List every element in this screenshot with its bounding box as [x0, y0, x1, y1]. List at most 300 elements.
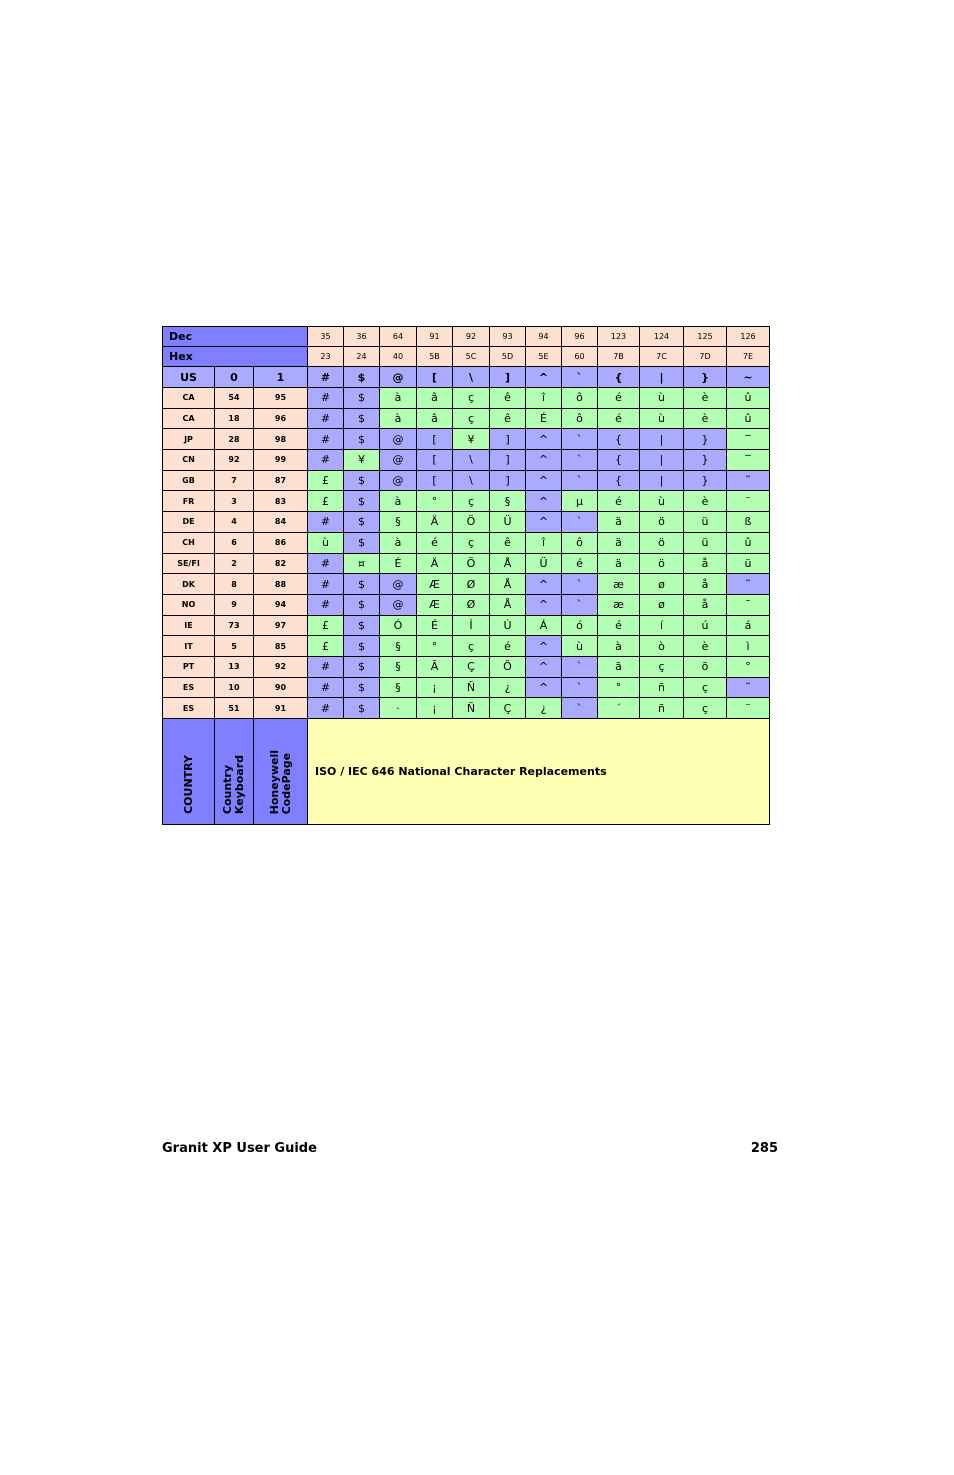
country-keyboard: 2 [215, 553, 254, 574]
table-row [163, 408, 770, 429]
character-cell: § [380, 512, 417, 533]
character-cell: $ [344, 615, 380, 636]
hex-value: 5B [417, 347, 453, 367]
character-cell: é [598, 408, 640, 429]
country-code: DE [163, 512, 215, 533]
character-cell: Ö [453, 512, 490, 533]
codepage: 92 [254, 656, 308, 677]
character-cell: ^ [526, 491, 562, 512]
character-cell: ` [562, 656, 598, 677]
character-cell: Ú [490, 615, 526, 636]
character-cell: ` [562, 429, 598, 450]
character-cell: ¡ [417, 698, 453, 719]
legend-codepage-text: Honeywell CodePage [267, 749, 293, 814]
character-cell: ê [490, 408, 526, 429]
character-cell: # [308, 553, 344, 574]
table-row [163, 594, 770, 615]
character-cell: | [640, 429, 684, 450]
character-cell: à [380, 532, 417, 553]
country-code: IE [163, 615, 215, 636]
country-keyboard: 3 [215, 491, 254, 512]
character-cell: ] [490, 429, 526, 450]
character-cell: # [308, 512, 344, 533]
dec-row [163, 327, 770, 347]
character-cell: è [684, 491, 727, 512]
dec-value: 91 [417, 327, 453, 347]
character-cell: @ [380, 470, 417, 491]
character-cell: ^ [526, 470, 562, 491]
dec-value: 96 [562, 327, 598, 347]
codepage: 87 [254, 470, 308, 491]
legend-description: ISO / IEC 646 National Character Replacements [308, 719, 770, 825]
dec-value: 64 [380, 327, 417, 347]
character-cell: $ [344, 367, 380, 388]
character-cell: î [526, 388, 562, 409]
character-cell: â [417, 408, 453, 429]
country-code: PT [163, 656, 215, 677]
character-cell: } [684, 470, 727, 491]
character-cell: ù [640, 408, 684, 429]
character-cell: # [308, 367, 344, 388]
character-cell: ö [640, 532, 684, 553]
character-cell: Ø [453, 574, 490, 595]
character-cell: í [640, 615, 684, 636]
character-cell: ¥ [344, 450, 380, 471]
character-cell: Å [490, 594, 526, 615]
character-cell: $ [344, 532, 380, 553]
character-cell: ç [453, 532, 490, 553]
character-cell: # [308, 408, 344, 429]
character-cell: ô [562, 532, 598, 553]
character-cell: ° [727, 656, 770, 677]
table-row [163, 698, 770, 719]
character-cell: Æ [417, 594, 453, 615]
hex-label: Hex [163, 347, 308, 367]
dec-value: 125 [684, 327, 727, 347]
character-cell: $ [344, 656, 380, 677]
character-cell: ` [562, 677, 598, 698]
character-cell: § [380, 636, 417, 657]
character-cell: Ñ [453, 698, 490, 719]
character-cell: ä [598, 553, 640, 574]
character-cell: ‾ [727, 429, 770, 450]
character-cell: ^ [526, 512, 562, 533]
character-cell: à [380, 491, 417, 512]
legend-keyboard-text: Country Keyboard [221, 754, 246, 814]
character-cell: Ü [526, 553, 562, 574]
character-cell: § [380, 677, 417, 698]
character-cell: Ø [453, 594, 490, 615]
table-row [163, 574, 770, 595]
character-cell: @ [380, 574, 417, 595]
hex-row [163, 347, 770, 367]
character-cell: ç [453, 388, 490, 409]
character-cell: | [640, 470, 684, 491]
codepage: 90 [254, 677, 308, 698]
character-cell: Ã [417, 656, 453, 677]
character-cell: ü [684, 512, 727, 533]
character-cell: ü [727, 553, 770, 574]
character-cell: Á [526, 615, 562, 636]
character-cell: ù [640, 388, 684, 409]
character-cell: # [308, 698, 344, 719]
character-cell: ú [684, 615, 727, 636]
character-cell: û [727, 388, 770, 409]
character-cell: ä [598, 532, 640, 553]
character-cell: ` [562, 698, 598, 719]
table-row [163, 615, 770, 636]
character-cell: } [684, 429, 727, 450]
national-character-table [162, 326, 770, 825]
country-code: DK [163, 574, 215, 595]
character-cell: # [308, 388, 344, 409]
hex-value: 60 [562, 347, 598, 367]
character-cell: ù [308, 532, 344, 553]
character-cell: $ [344, 594, 380, 615]
codepage: 99 [254, 450, 308, 471]
character-cell: à [380, 408, 417, 429]
character-cell: ] [490, 367, 526, 388]
table-row [163, 491, 770, 512]
character-cell: Ñ [453, 677, 490, 698]
country-keyboard: 4 [215, 512, 254, 533]
character-cell: à [598, 636, 640, 657]
hex-value: 7E [727, 347, 770, 367]
codepage: 83 [254, 491, 308, 512]
character-cell: Ü [490, 512, 526, 533]
character-cell: ¿ [526, 698, 562, 719]
character-cell: $ [344, 636, 380, 657]
character-cell: ¡ [417, 677, 453, 698]
country-keyboard: 9 [215, 594, 254, 615]
hex-value: 7B [598, 347, 640, 367]
character-cell: ô [562, 408, 598, 429]
table-row [163, 656, 770, 677]
character-cell: $ [344, 677, 380, 698]
character-cell: ` [562, 512, 598, 533]
footer-title: Granit XP User Guide [162, 1141, 317, 1156]
legend-country [163, 719, 215, 825]
character-cell: # [308, 656, 344, 677]
character-cell: ` [562, 367, 598, 388]
country-code: NO [163, 594, 215, 615]
character-cell: Æ [417, 574, 453, 595]
character-cell: Ç [453, 656, 490, 677]
codepage: 82 [254, 553, 308, 574]
country-code: FR [163, 491, 215, 512]
character-cell: ] [490, 470, 526, 491]
country-keyboard: 13 [215, 656, 254, 677]
character-cell: ` [562, 594, 598, 615]
table-row [163, 636, 770, 657]
character-cell: é [490, 636, 526, 657]
country-keyboard: 6 [215, 532, 254, 553]
character-cell: û [727, 408, 770, 429]
character-cell: £ [308, 615, 344, 636]
character-cell: ê [490, 532, 526, 553]
country-code: IT [163, 636, 215, 657]
hex-value: 5C [453, 347, 490, 367]
character-cell: Å [490, 553, 526, 574]
footer-page-number: 285 [750, 1141, 778, 1156]
character-cell: { [598, 429, 640, 450]
character-cell: ö [640, 512, 684, 533]
character-cell: Í [453, 615, 490, 636]
character-cell: ì [727, 636, 770, 657]
codepage: 88 [254, 574, 308, 595]
character-cell: É [417, 615, 453, 636]
character-cell: ø [640, 594, 684, 615]
character-cell: ˜ [727, 470, 770, 491]
character-cell: ^ [526, 594, 562, 615]
character-cell: [ [417, 450, 453, 471]
codepage: 85 [254, 636, 308, 657]
hex-value: 7C [640, 347, 684, 367]
dec-label: Dec [163, 327, 308, 347]
hex-value: 5D [490, 347, 526, 367]
character-cell: ¥ [453, 429, 490, 450]
country-code: ES [163, 677, 215, 698]
legend-codepage [254, 719, 308, 825]
character-cell: ß [727, 512, 770, 533]
table-row-us [163, 367, 770, 388]
dec-value: 94 [526, 327, 562, 347]
country-keyboard: 5 [215, 636, 254, 657]
character-cell: [ [417, 470, 453, 491]
character-cell: [ [417, 429, 453, 450]
character-cell: é [417, 532, 453, 553]
character-cell: é [598, 388, 640, 409]
character-cell: Ä [417, 512, 453, 533]
character-cell: # [308, 594, 344, 615]
codepage: 98 [254, 429, 308, 450]
character-cell: $ [344, 470, 380, 491]
table-row [163, 388, 770, 409]
country-code: JP [163, 429, 215, 450]
character-cell: ¨ [727, 698, 770, 719]
character-cell: å [684, 553, 727, 574]
character-cell: é [562, 553, 598, 574]
character-cell: è [684, 408, 727, 429]
character-cell: ç [684, 677, 727, 698]
character-cell: \ [453, 470, 490, 491]
dec-value: 126 [727, 327, 770, 347]
character-cell: ´ [598, 698, 640, 719]
character-cell: } [684, 450, 727, 471]
character-cell: ‾ [727, 450, 770, 471]
character-cell: | [640, 450, 684, 471]
character-cell: $ [344, 512, 380, 533]
character-cell: ø [640, 574, 684, 595]
character-cell: @ [380, 429, 417, 450]
character-cell: Ó [380, 615, 417, 636]
character-cell: é [598, 615, 640, 636]
character-cell: { [598, 367, 640, 388]
character-cell: û [727, 532, 770, 553]
country-keyboard: 54 [215, 388, 254, 409]
legend-country-text: COUNTRY [181, 755, 195, 814]
character-cell: ç [640, 656, 684, 677]
character-cell: £ [308, 470, 344, 491]
character-cell: ˜ [727, 574, 770, 595]
legend-keyboard [215, 719, 254, 825]
character-cell: õ [684, 656, 727, 677]
dec-value: 92 [453, 327, 490, 347]
character-cell: # [308, 574, 344, 595]
character-cell: ñ [640, 677, 684, 698]
character-cell: è [684, 388, 727, 409]
hex-value: 24 [344, 347, 380, 367]
character-cell: ^ [526, 367, 562, 388]
hex-value: 23 [308, 347, 344, 367]
table-row [163, 429, 770, 450]
hex-value: 7D [684, 347, 727, 367]
codepage: 97 [254, 615, 308, 636]
character-cell: ° [417, 491, 453, 512]
codepage: 86 [254, 532, 308, 553]
character-cell: ` [562, 450, 598, 471]
character-cell: # [308, 677, 344, 698]
character-cell: à [380, 388, 417, 409]
character-cell: ç [453, 636, 490, 657]
country-keyboard: 51 [215, 698, 254, 719]
character-cell: ¿ [490, 677, 526, 698]
country-code: GB [163, 470, 215, 491]
table-row [163, 532, 770, 553]
country-keyboard: 18 [215, 408, 254, 429]
character-cell: É [526, 408, 562, 429]
country-keyboard: 73 [215, 615, 254, 636]
character-cell: $ [344, 491, 380, 512]
codepage: 91 [254, 698, 308, 719]
character-cell: § [490, 491, 526, 512]
character-cell: \ [453, 450, 490, 471]
country-code: US [163, 367, 215, 388]
character-cell: ^ [526, 636, 562, 657]
character-cell: ¨ [727, 491, 770, 512]
character-cell: £ [308, 636, 344, 657]
character-cell: [ [417, 367, 453, 388]
character-cell: é [598, 491, 640, 512]
character-cell: { [598, 470, 640, 491]
character-cell: ô [562, 388, 598, 409]
character-cell: ^ [526, 450, 562, 471]
character-cell: @ [380, 367, 417, 388]
character-cell: $ [344, 388, 380, 409]
character-cell: # [308, 450, 344, 471]
table-row [163, 470, 770, 491]
codepage: 95 [254, 388, 308, 409]
country-keyboard: 28 [215, 429, 254, 450]
character-cell: ù [562, 636, 598, 657]
character-cell: { [598, 450, 640, 471]
country-code: CH [163, 532, 215, 553]
table-row [163, 450, 770, 471]
character-cell: Õ [490, 656, 526, 677]
character-cell: ^ [526, 656, 562, 677]
character-cell: Å [490, 574, 526, 595]
character-cell: ç [453, 408, 490, 429]
character-cell: ~ [727, 367, 770, 388]
hex-value: 5E [526, 347, 562, 367]
character-cell: Ä [417, 553, 453, 574]
character-cell: ] [490, 450, 526, 471]
character-cell: ó [562, 615, 598, 636]
character-cell: ò [640, 636, 684, 657]
character-cell: ã [598, 656, 640, 677]
character-cell: ¤ [344, 553, 380, 574]
character-cell: æ [598, 574, 640, 595]
character-cell: É [380, 553, 417, 574]
country-keyboard: 92 [215, 450, 254, 471]
character-cell: î [526, 532, 562, 553]
codepage: 96 [254, 408, 308, 429]
country-keyboard: 8 [215, 574, 254, 595]
character-cell: Ç [490, 698, 526, 719]
character-cell: ` [562, 470, 598, 491]
character-cell: ñ [640, 698, 684, 719]
dec-value: 35 [308, 327, 344, 347]
dec-value: 124 [640, 327, 684, 347]
character-cell: ¯ [727, 594, 770, 615]
character-cell: @ [380, 450, 417, 471]
table-row [163, 553, 770, 574]
table-row [163, 677, 770, 698]
table-row [163, 512, 770, 533]
character-cell: á [727, 615, 770, 636]
country-keyboard: 7 [215, 470, 254, 491]
character-cell: µ [562, 491, 598, 512]
character-cell: ê [490, 388, 526, 409]
character-cell: $ [344, 408, 380, 429]
codepage: 1 [254, 367, 308, 388]
character-cell: å [684, 574, 727, 595]
character-cell: Ö [453, 553, 490, 574]
character-cell: â [417, 388, 453, 409]
character-cell: } [684, 367, 727, 388]
character-cell: ü [684, 532, 727, 553]
character-cell: è [684, 636, 727, 657]
dec-value: 123 [598, 327, 640, 347]
character-cell: @ [380, 594, 417, 615]
country-code: CN [163, 450, 215, 471]
character-cell: § [380, 656, 417, 677]
character-cell: ° [598, 677, 640, 698]
character-cell: ^ [526, 574, 562, 595]
country-code: ES [163, 698, 215, 719]
character-cell: ˜ [727, 677, 770, 698]
character-cell: · [380, 698, 417, 719]
dec-value: 36 [344, 327, 380, 347]
country-code: CA [163, 408, 215, 429]
character-cell: ä [598, 512, 640, 533]
country-code: CA [163, 388, 215, 409]
country-keyboard: 10 [215, 677, 254, 698]
dec-value: 93 [490, 327, 526, 347]
country-keyboard: 0 [215, 367, 254, 388]
character-cell: ` [562, 574, 598, 595]
character-cell: $ [344, 698, 380, 719]
character-cell: ö [640, 553, 684, 574]
character-cell: \ [453, 367, 490, 388]
character-cell: å [684, 594, 727, 615]
character-cell: æ [598, 594, 640, 615]
character-cell: | [640, 367, 684, 388]
character-cell: ç [684, 698, 727, 719]
character-cell: $ [344, 429, 380, 450]
character-cell: $ [344, 574, 380, 595]
character-cell: £ [308, 491, 344, 512]
